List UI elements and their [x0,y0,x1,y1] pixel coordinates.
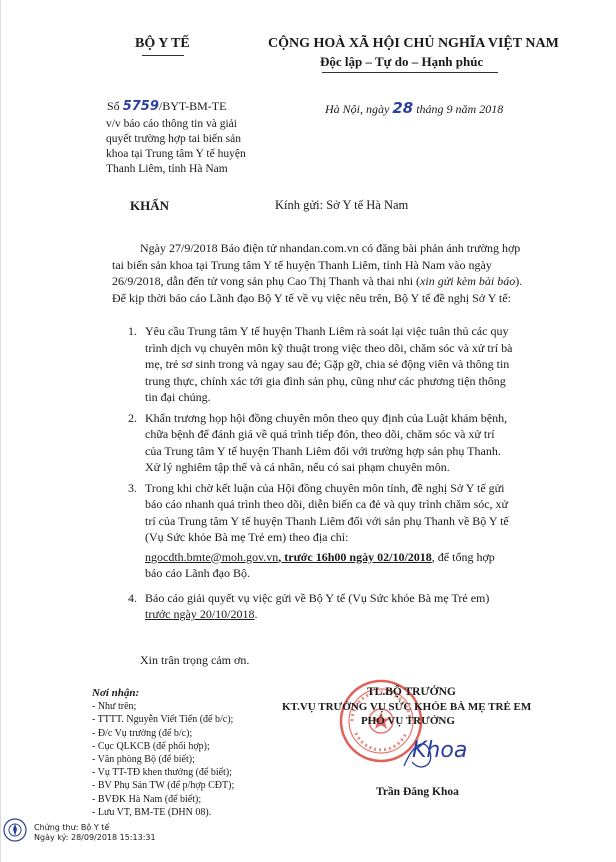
subject-line: quyết trường hợp tai biến sản [106,133,241,145]
recipient-item: - Cục QLKCB (để phối hợp); [92,740,210,752]
list-item-line: báo cáo nhanh quá trình theo dõi, diễn biến ca đẻ và quy trình chăm sóc, xử [145,497,509,511]
list-item-line: Yêu cầu Trung tâm Y tế huyện Thanh Liêm rà soát lại việc tuân thủ các quy [145,324,509,338]
list-item-line: trí của Trung tâm Y tế huyện Thanh Liêm đối với sản phụ Thanh về Bộ Y tế [145,513,509,528]
list-item-number: 1. [128,324,137,338]
recipient-line: Kính gửi: Sở Y tế Hà Nam [275,198,409,212]
digital-cert: Chứng thư: Bộ Y tế [34,823,110,832]
list-item-line: tin đại chúng. [145,390,211,404]
ministry-underline [142,55,184,56]
list-item-line: Khẩn trương họp hội đồng chuyên môn theo quy định của Luật khám bệnh, [145,410,508,425]
list-item-line: (Vụ Sức khỏe Bà mẹ Trẻ em) theo địa chỉ: [145,530,349,544]
list-item [128,480,512,582]
recipient-item: - BV Phụ Sản TW (để p/hợp CĐT); [92,780,235,792]
document-number [107,99,226,114]
digital-sign-date: Ngày ký: 28/09/2018 15:13:31 [34,833,156,842]
list-item-line: báo cáo Lãnh đạo Bộ. [145,566,250,580]
place-date [325,99,503,117]
closing-line: Xin trân trọng cảm ơn. [140,653,250,667]
list-item [128,590,512,623]
digital-signature-info [34,823,156,843]
ministry-name: BỘ Y TẾ [135,36,190,51]
list-item-number: 3. [128,480,137,495]
digital-signature-icon [2,817,28,843]
urgency-label: KHẨN [130,198,169,213]
list-item-number: 2. [128,410,137,425]
intro-line: tai biến sản khoa tại Trung tâm Y tế huyện Thanh Liêm, tỉnh Hà Nam vào ngày [112,257,492,272]
email-deadline-line [145,549,512,566]
doc-number-handwritten: 5759 [122,99,159,114]
signer-name: Trần Đăng Khoa [376,786,459,798]
attached-note: xin gửi kèm bài báo [420,274,516,288]
intro-paragraph [112,240,522,306]
list-item-line: trung thực, chính xác tới gia đình sản phụ, cũng như các phương tiện thông [145,373,506,388]
numbered-list [128,323,512,623]
close-paren: ). [515,274,523,288]
deadline-text: , trước 16h00 ngày 02/10/2018 [278,549,432,564]
intro-line: Để kịp thời báo cáo Lãnh đạo Bộ Y tế về vụ việc nêu trên, Bộ Y tế đề nghị Sở Y tế: [112,290,511,305]
sign-title-1: TL.BỘ TRƯỞNG [367,686,456,698]
list-item-line: Xử lý nghiêm tập thể và cá nhân, nếu có sai phạm chuyên môn. [145,460,450,474]
email-link[interactable]: ngocdth.bmte@moh.gov.vn [145,549,279,564]
recipient-item: - Như trên; [92,701,137,713]
recipient-item: - TTTT. Nguyễn Viết Tiến (để b/c); [92,714,234,726]
list-item-number: 4. [128,590,137,605]
sign-title-2: KT.VỤ TRƯỞNG VỤ SỨC KHỎE BÀ MẸ TRẺ EM [282,701,532,713]
signature-stroke-icon [400,732,490,776]
place-date-day: 28 [392,99,414,117]
recipient-item: - Vụ TT-TĐ khen thưởng (để biết); [92,767,232,779]
intro-line: 26/9/2018, dẫn đến tử vong sản phụ Cao Thị Thanh và thai nhi ( [112,274,421,288]
list-item-line: của Trung tâm Y tế huyện Thanh Liêm đối với trường hợp sản phụ Thanh. [145,443,501,458]
place-date-before: Hà Nội, ngày [325,102,393,116]
list-item-line: Trong khi chờ kết luận của Hội đồng chuyên môn tỉnh, đề nghị Sở Y tế gửi [145,480,505,495]
recipients-block [92,687,234,819]
list-item-line: trình dịch vụ chuyên môn kỹ thuật trong việc theo dõi, chăm sóc và xử trí bà [145,340,513,355]
place-date-after: tháng 9 năm 2018 [413,102,504,116]
deadline-end: . [254,607,258,621]
intro-line-with-note [112,273,522,290]
handwritten-signature: Khoa [412,738,468,763]
nation-name: CỘNG HOÀ XÃ HỘI CHỦ NGHĨA VIỆT NAM [268,36,559,51]
recipient-item: - Văn phòng Bộ (để biết); [92,754,195,766]
deadline-line [145,606,512,623]
after-deadline-text: , để tổng hợp [431,549,495,564]
subject-line: khoa tại Trung tâm Y tế huyện [106,148,246,160]
list-item-line: chữa bệnh để đánh giá về quá trình tiếp đón, theo dõi, chăm sóc và xử trí [145,427,495,441]
subject-block [106,117,246,177]
list-item [128,323,512,406]
list-item [128,410,512,476]
national-motto: Độc lập – Tự do – Hạnh phúc [320,54,484,69]
recipients-title: Nơi nhận: [92,687,140,699]
sign-title-3: PHÓ VỤ TRƯỞNG [361,715,455,727]
list-item-line: Báo cáo giải quyết vụ việc gửi về Bộ Y tế (Vụ Sức khỏe Bà mẹ Trẻ em) [145,590,490,605]
motto-underline [322,72,498,73]
doc-number-suffix: /BYT-BM-TE [158,99,227,113]
list-item-line: mẹ, trẻ sơ sinh trong và ngay sau đẻ; Gặp gỡ, chia sẻ động viên và thông tin [145,357,510,371]
subject-line: Thanh Liêm, tỉnh Hà Nam [106,163,228,175]
recipient-item: - Lưu VT, BM-TE (DHN 08). [92,806,212,818]
intro-line: Ngày 27/9/2018 Báo điện tử nhandan.com.vn có đăng bài phản ánh trường hợp [140,241,521,255]
deadline-text: trước ngày 20/10/2018 [145,607,255,621]
recipient-item: - BVĐK Hà Nam (để biết); [92,793,202,805]
subject-line: v/v báo cáo thông tin và giải [106,118,237,130]
recipient-item: - Đ/c Vụ trưởng (để b/c); [92,727,193,739]
doc-number-prefix: Số [107,99,123,113]
